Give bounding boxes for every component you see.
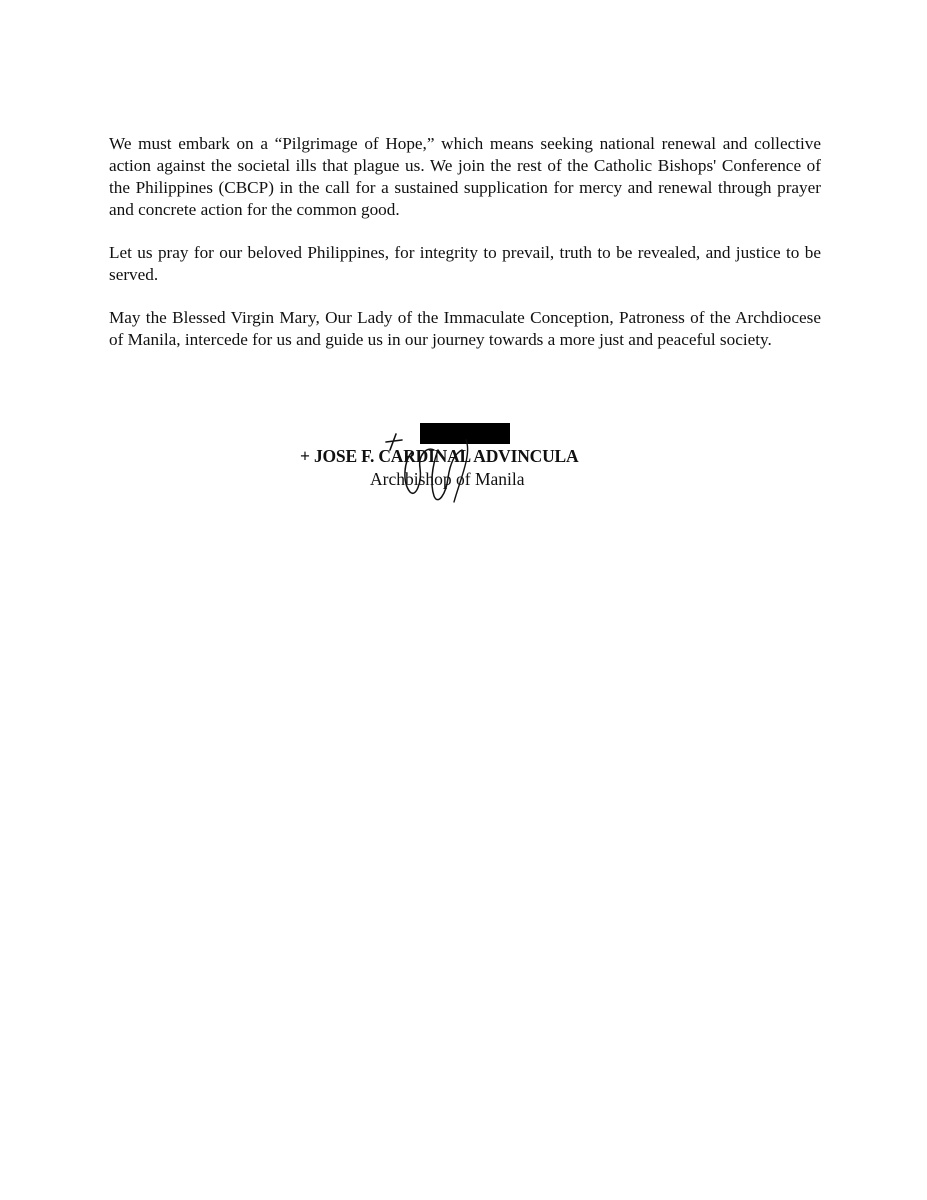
paragraph-prayer: Let us pray for our beloved Philippines, for integrity to prevail, truth to be revealed, and justice to be served.: [109, 243, 821, 284]
paragraph-blessed-virgin: May the Blessed Virgin Mary, Our Lady of the Immaculate Conception, Patroness of the Archdiocese of Manila, intercede for us and guide us in our journey towards a more just and peaceful society.: [109, 308, 821, 349]
signature-block: [0, 420, 927, 500]
letter-body: [109, 133, 821, 372]
signatory-name: + JOSE F. CARDINAL ADVINCULA: [300, 446, 579, 466]
paragraph-pilgrimage: We must embark on a “Pilgrimage of Hope,” which means seeking national renewal and collective action against the societal ills that plague us. We join the rest of the Catholic Bishops' Conference of the Philippines (CBCP) in the call for a sustained supplication for mercy and renewal through prayer and concrete action for the common good.: [109, 134, 821, 219]
signatory-title: Archbishop of Manila: [370, 469, 525, 489]
